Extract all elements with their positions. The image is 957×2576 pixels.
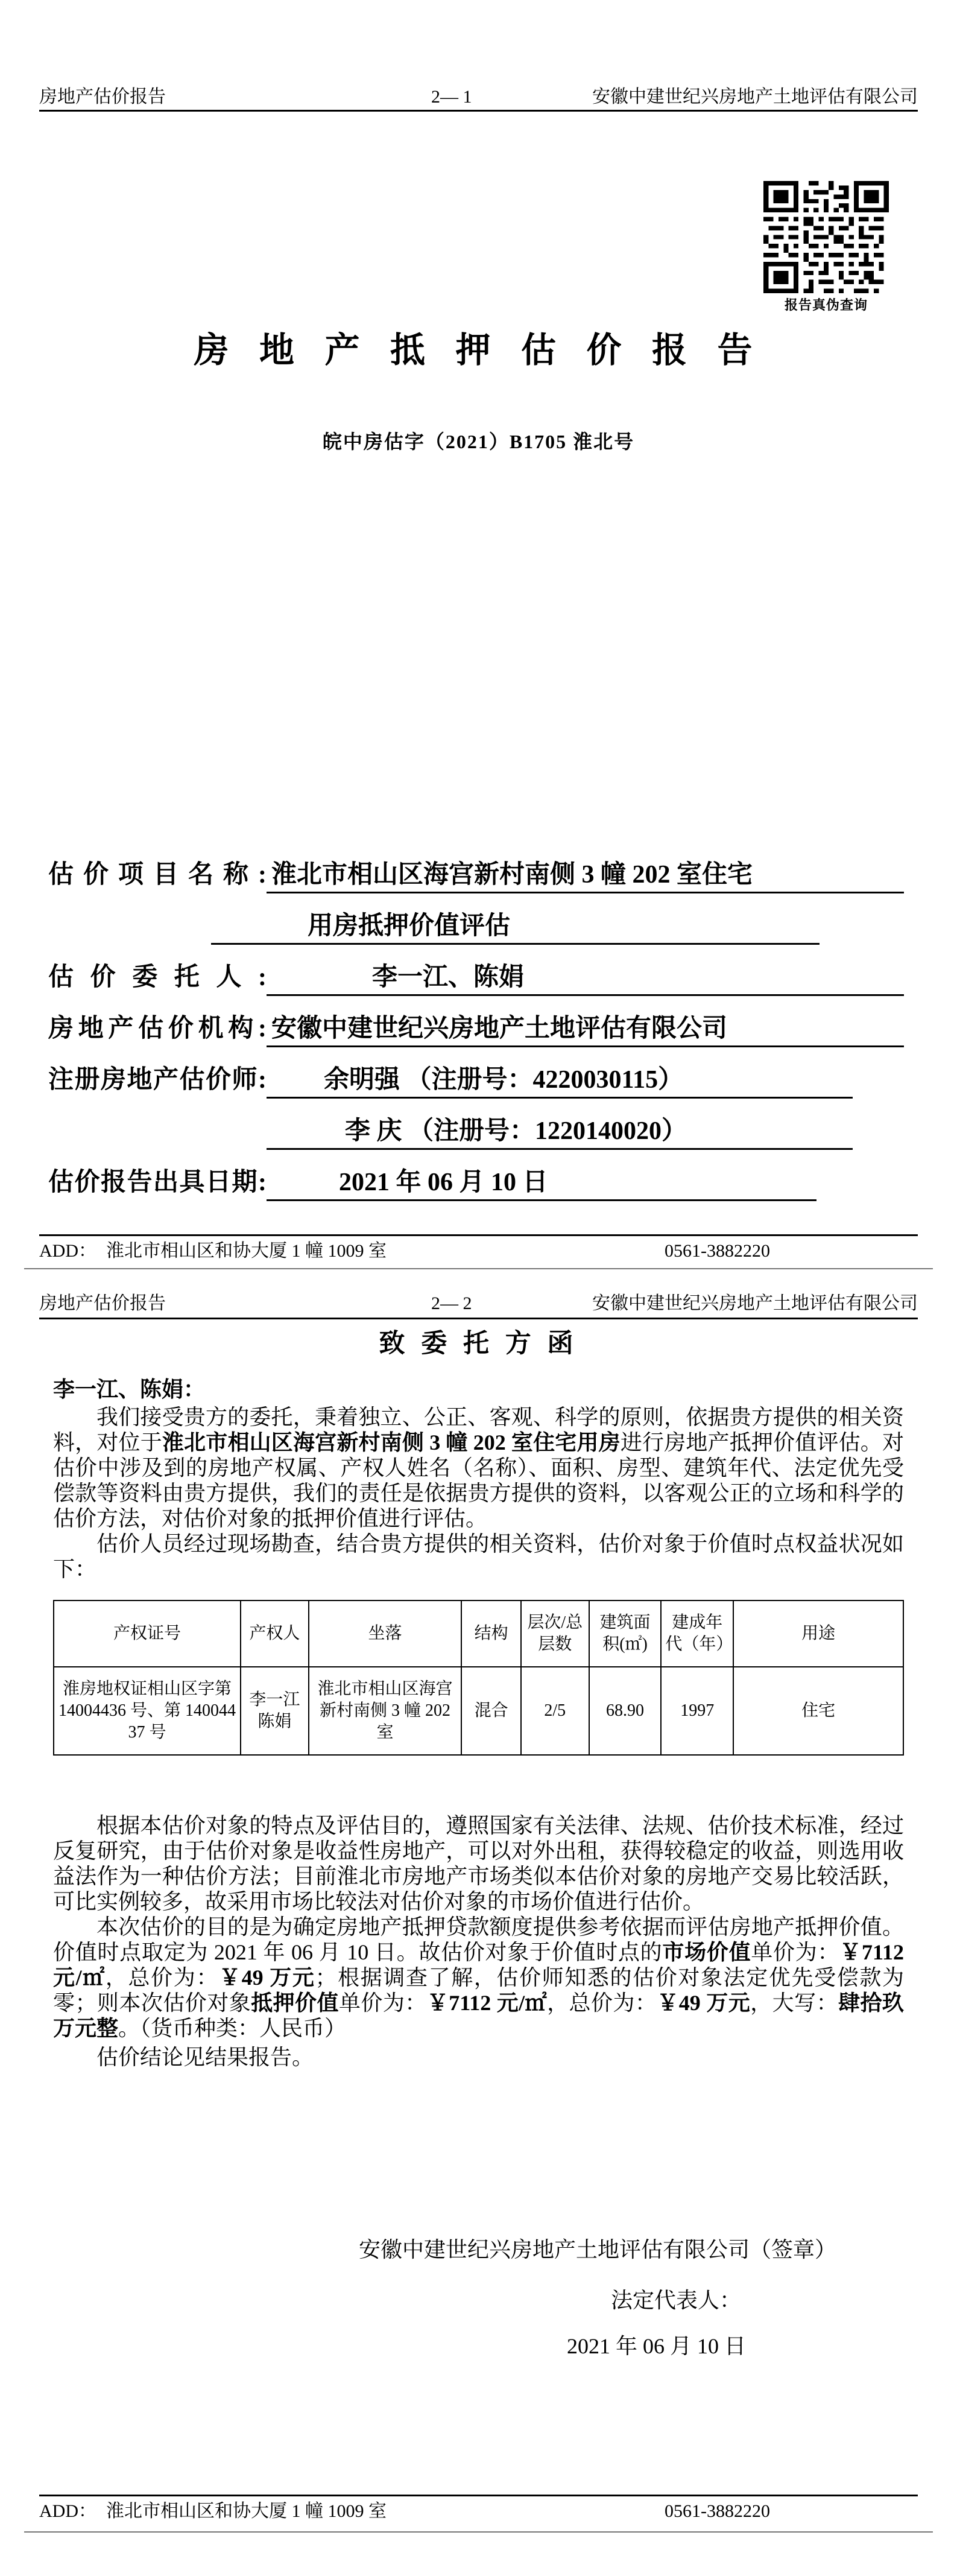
header-company-name: 安徽中建世纪兴房地产土地评估有限公司 (592, 87, 918, 107)
project-name-value-line2: 用房抵押价值评估 (211, 909, 820, 945)
letter-paragraph-4 (53, 1914, 904, 2041)
signature-date: 2021 年 06 月 10 日 (566, 2334, 746, 2358)
cell-use: 住宅 (733, 1667, 903, 1755)
cell-location: 淮北市相山区海宫新村南侧 3 幢 202 室 (309, 1667, 462, 1755)
col-header-structure: 结构 (461, 1600, 521, 1667)
cell-cert-no: 淮房地权证相山区字第 14004436 号、第 14004437 号 (54, 1667, 241, 1755)
para4-text: ，总价为： (105, 1965, 219, 1990)
header-rule (39, 1318, 918, 1319)
letter-salutation: 李一江、陈娟： (53, 1377, 206, 1401)
appraiser-label: 注册房地产估价师: (48, 1066, 267, 1094)
qr-verification-block (761, 181, 891, 314)
header-doc-type: 房地产估价报告 (39, 87, 166, 107)
para4-text: 单价为： (338, 1991, 427, 2015)
market-unit-price: ￥7112 元/㎡ (53, 1940, 904, 1990)
para4-text: 单价为： (751, 1940, 840, 1964)
header-rule (39, 110, 918, 112)
col-header-area: 建筑面积(㎡) (589, 1600, 662, 1667)
footer-phone: 0561-3882220 (665, 1241, 770, 1261)
qr-caption: 报告真伪查询 (784, 297, 868, 312)
col-header-owner: 产权人 (241, 1600, 309, 1667)
report-date-value: 2021 年 06 月 10 日 (267, 1166, 816, 1201)
appraiser-2-value: 李 庆 （注册号：1220140020） (267, 1114, 853, 1150)
field-appraiser-2 (48, 1114, 904, 1150)
col-header-year: 建成年代（年） (661, 1600, 733, 1667)
letter-paragraph-1 (53, 1404, 904, 1531)
agency-value: 安徽中建世纪兴房地产土地评估有限公司 (267, 1012, 904, 1047)
page2-footer (39, 2499, 918, 2524)
page1-footer (39, 1239, 918, 1263)
footer-address-text: 淮北市相山区和协大厦 1 幢 1009 室 (106, 1241, 387, 1261)
field-client (48, 960, 904, 996)
col-header-floor: 层次/总层数 (521, 1600, 589, 1667)
appraiser-1-value: 余明强 （注册号：4220030115） (267, 1063, 853, 1099)
header-company-name: 安徽中建世纪兴房地产土地评估有限公司 (592, 1293, 918, 1313)
footer-phone: 0561-3882220 (665, 2501, 770, 2521)
subject-property-address: 淮北市相山区海宫新村南侧 3 幢 202 室住宅用房 (162, 1430, 621, 1455)
market-total-price: ￥49 万元 (218, 1965, 315, 1990)
field-agency (48, 1012, 904, 1047)
letter-paragraph-2: 估价人员经过现场勘查，结合贵方提供的相关资料，估价对象于价值时点权益状况如下： (53, 1532, 904, 1581)
footer-address-label: ADD： (39, 1241, 96, 1261)
report-number: 皖中房估字（2021）B1705 淮北号 (322, 431, 635, 452)
header-doc-type: 房地产估价报告 (39, 1293, 166, 1313)
project-name-value-line1: 淮北市相山区海宫新村南侧 3 幢 202 室住宅 (267, 858, 904, 893)
field-project-name (48, 858, 904, 893)
footer-rule (39, 1234, 918, 1236)
cell-owner: 李一江 陈娟 (241, 1667, 309, 1755)
letter-paragraph-3: 根据本估价对象的特点及评估目的，遵照国家有关法律、法规、估价技术标准，经过反复研究，由于估价对象是收益性房地产，可以对外出租，获得较稳定的收益，则选用收益法作为一种估价方法；目前淮北市房地产市场类似本估价对象的房地产交易比较活跃，可比实例较多，故采用市场比较法对估价对象的市场价值进行估价。 (53, 1813, 904, 1914)
report-title: 房 地 产 抵 押 估 价 报 告 (194, 331, 763, 370)
para4-text: ，大写： (750, 1991, 838, 2015)
ownership-table (53, 1600, 904, 1756)
signature-legal-representative: 法定代表人： (610, 2288, 741, 2312)
field-appraiser-1 (48, 1063, 904, 1099)
footer-address (39, 2499, 387, 2524)
report-date-label: 估价报告出具日期: (48, 1169, 267, 1196)
client-value: 李一江、陈娟 (267, 960, 904, 996)
para1-text: 进行房地产抵押价值评估。对估价中涉及到的房地产权属、产权人姓名（名称）、面积、房型、建筑年代、法定优先受偿款等资料由贵方提供，我们的责任是依据贵方提供的资料，以客观公正的立场和科学的估价方法，对估价对象的抵押价值进行评估。 (53, 1430, 904, 1531)
table-header-row (54, 1600, 903, 1667)
footer-address-text: 淮北市相山区和协大厦 1 幢 1009 室 (106, 2501, 387, 2521)
letter-body-top (53, 1321, 904, 1756)
para4-text: 。（货币种类：人民币） (118, 2016, 347, 2040)
header-page-number: 2— 2 (431, 1293, 472, 1313)
para4-text: 本次估价的目的是为确定房地产抵押贷款额度提供参考依据而评估房地产抵押价值。价值时点取定为 2021 年 06 月 10 日。故估价对象于价值时点的 (53, 1915, 904, 1964)
page-separator (24, 1268, 933, 1269)
mortgage-unit-price: ￥7112 元/㎡ (426, 1991, 548, 2015)
footer-address-label: ADD： (39, 2501, 96, 2521)
mortgage-total-price: ￥49 万元 (657, 1991, 751, 2015)
project-name-label: 估价项目名称: (48, 861, 267, 889)
col-header-use: 用途 (733, 1600, 903, 1667)
qr-code-icon (763, 181, 889, 293)
footer-address (39, 1239, 387, 1263)
col-header-cert-no: 产权证号 (54, 1600, 241, 1667)
signature-company: 安徽中建世纪兴房地产土地评估有限公司（签章） (358, 2238, 836, 2262)
letter-title: 致 委 托 方 函 (379, 1330, 578, 1358)
cover-fields (48, 858, 904, 1217)
cell-year: 1997 (661, 1667, 733, 1755)
cell-floor: 2/5 (521, 1667, 589, 1755)
market-value-term: 市场价值 (662, 1940, 751, 1964)
para1-text: 我们接受贵方的委托，秉着独立、公正、客观、科学的原则，依据贵方提供的相关资料，对位于 (53, 1405, 904, 1455)
cell-area: 68.90 (589, 1667, 662, 1755)
mortgage-value-term: 抵押价值 (251, 1991, 339, 2015)
page-separator (24, 2531, 933, 2533)
letter-paragraph-5: 估价结论见结果报告。 (96, 2045, 314, 2069)
header-page-number: 2— 1 (431, 87, 472, 107)
para4-text: ，总价为： (547, 1991, 657, 2015)
table-row (54, 1667, 903, 1755)
field-project-name-line2 (48, 909, 904, 945)
cell-structure: 混合 (461, 1667, 521, 1755)
page2-header (39, 1292, 918, 1315)
field-report-date (48, 1166, 904, 1201)
page1-header (39, 86, 918, 109)
para4-text: ；根据调查了解，估价师知悉的估价对象法定优先受偿款为零；则本次估价对象 (53, 1965, 904, 2015)
footer-rule (39, 2495, 918, 2496)
letter-body-bottom (53, 1813, 904, 2070)
client-label: 估价委托人: (48, 963, 267, 991)
col-header-location: 坐落 (309, 1600, 462, 1667)
amount-in-words: 肆拾玖万元整 (53, 1991, 904, 2040)
agency-label: 房地产估价机构: (48, 1015, 267, 1042)
